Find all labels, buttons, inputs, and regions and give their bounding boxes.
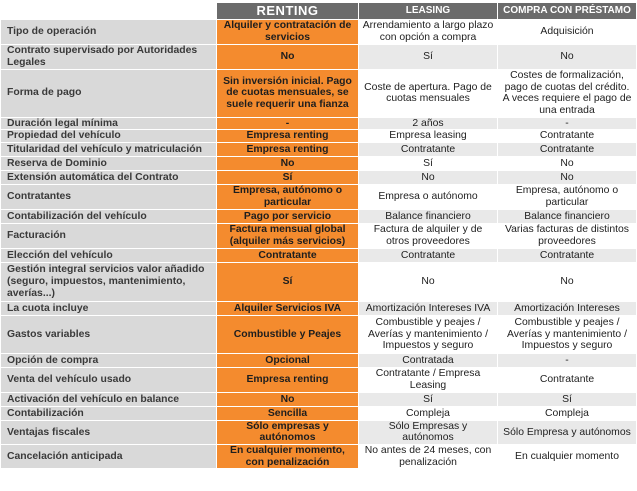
table-row bbox=[1, 353, 637, 367]
renting-cell: Empresa renting bbox=[217, 367, 359, 392]
renting-cell: Opcional bbox=[217, 353, 359, 367]
leasing-cell: Arrendamiento a largo plazo con opción a compra bbox=[359, 20, 498, 45]
header-renting: RENTING bbox=[217, 3, 359, 20]
compra-cell: Contratante bbox=[498, 142, 637, 156]
table-row bbox=[1, 209, 637, 223]
table-row bbox=[1, 301, 637, 315]
compra-cell: Combustible y peajes / Averías y mantenimiento / Impuestos y seguro bbox=[498, 315, 637, 353]
row-label: Contabilización del vehículo bbox=[1, 209, 217, 223]
table-row bbox=[1, 248, 637, 262]
row-label: Activación del vehículo en balance bbox=[1, 392, 217, 406]
leasing-cell: Factura de alquiler y de otros proveedores bbox=[359, 223, 498, 248]
table-row bbox=[1, 420, 637, 444]
table-row bbox=[1, 117, 637, 130]
header-row bbox=[1, 3, 637, 20]
table-row bbox=[1, 184, 637, 209]
renting-cell: Factura mensual global (alquiler más servicios) bbox=[217, 223, 359, 248]
compra-cell: Balance financiero bbox=[498, 209, 637, 223]
renting-cell: Empresa renting bbox=[217, 142, 359, 156]
compra-cell: Costes de formalización, pago de cuotas del crédito. A veces requiere el pago de una entrada bbox=[498, 70, 637, 118]
compra-cell: No bbox=[498, 45, 637, 70]
row-label: Venta del vehículo usado bbox=[1, 367, 217, 392]
renting-cell: Alquiler Servicios IVA bbox=[217, 301, 359, 315]
row-label: Elección del vehículo bbox=[1, 248, 217, 262]
row-label: Extensión automática del Contrato bbox=[1, 170, 217, 184]
row-label: Ventajas fiscales bbox=[1, 420, 217, 444]
leasing-cell: Sí bbox=[359, 45, 498, 70]
renting-cell: No bbox=[217, 45, 359, 70]
renting-cell: Contratante bbox=[217, 248, 359, 262]
leasing-cell: No bbox=[359, 170, 498, 184]
table-row bbox=[1, 315, 637, 353]
leasing-cell: Contratante bbox=[359, 248, 498, 262]
leasing-cell: Contratada bbox=[359, 353, 498, 367]
table-row bbox=[1, 142, 637, 156]
compra-cell: No bbox=[498, 170, 637, 184]
leasing-cell: Combustible y peajes / Averías y mantenimiento / Impuestos y seguro bbox=[359, 315, 498, 353]
compra-cell: - bbox=[498, 353, 637, 367]
leasing-cell: No bbox=[359, 262, 498, 301]
compra-cell: Adquisición bbox=[498, 20, 637, 45]
row-label: Cancelación anticipada bbox=[1, 445, 217, 469]
renting-cell: Alquiler y contratación de servicios bbox=[217, 20, 359, 45]
renting-cell: Empresa, autónomo o particular bbox=[217, 184, 359, 209]
leasing-cell: Contratante bbox=[359, 142, 498, 156]
compra-cell: Amortización Intereses bbox=[498, 301, 637, 315]
header-leasing: LEASING bbox=[359, 3, 498, 20]
compra-cell: Empresa, autónomo o particular bbox=[498, 184, 637, 209]
leasing-cell: Empresa leasing bbox=[359, 130, 498, 143]
table-body bbox=[1, 20, 637, 469]
row-label: Reserva de Dominio bbox=[1, 156, 217, 170]
compra-cell: No bbox=[498, 156, 637, 170]
row-label: Gestión integral servicios valor añadido (seguro, impuestos, mantenimiento, averías...) bbox=[1, 262, 217, 301]
table-row bbox=[1, 45, 637, 70]
row-label: Tipo de operación bbox=[1, 20, 217, 45]
renting-cell: No bbox=[217, 156, 359, 170]
compra-cell: En cualquier momento bbox=[498, 445, 637, 469]
table-row bbox=[1, 20, 637, 45]
leasing-cell: Sí bbox=[359, 392, 498, 406]
table-row bbox=[1, 170, 637, 184]
renting-cell: Pago por servicio bbox=[217, 209, 359, 223]
row-label: Propiedad del vehículo bbox=[1, 130, 217, 143]
leasing-cell: 2 años bbox=[359, 117, 498, 130]
renting-cell: En cualquier momento, con penalización bbox=[217, 445, 359, 469]
row-label: Facturación bbox=[1, 223, 217, 248]
row-label: Titularidad del vehículo y matriculación bbox=[1, 142, 217, 156]
renting-cell: Sí bbox=[217, 262, 359, 301]
renting-cell: Sólo empresas y autónomos bbox=[217, 420, 359, 444]
compra-cell: Contratante bbox=[498, 367, 637, 392]
row-label: Contrato supervisado por Autoridades Legales bbox=[1, 45, 217, 70]
table-row bbox=[1, 130, 637, 143]
table-header bbox=[1, 3, 637, 20]
leasing-cell: Coste de apertura. Pago de cuotas mensuales bbox=[359, 70, 498, 118]
row-label: Duración legal mínima bbox=[1, 117, 217, 130]
row-label: Gastos variables bbox=[1, 315, 217, 353]
table-row bbox=[1, 445, 637, 469]
leasing-cell: Contratante / Empresa Leasing bbox=[359, 367, 498, 392]
row-label: Contabilización bbox=[1, 406, 217, 420]
leasing-cell: Sólo Empresas y autónomos bbox=[359, 420, 498, 444]
compra-cell: - bbox=[498, 117, 637, 130]
renting-cell: Sencilla bbox=[217, 406, 359, 420]
table-row bbox=[1, 70, 637, 118]
compra-cell: No bbox=[498, 262, 637, 301]
compra-cell: Contratante bbox=[498, 248, 637, 262]
compra-cell: Compleja bbox=[498, 406, 637, 420]
table-row bbox=[1, 262, 637, 301]
table-row bbox=[1, 392, 637, 406]
renting-cell: Sí bbox=[217, 170, 359, 184]
row-label: La cuota incluye bbox=[1, 301, 217, 315]
leasing-cell: Compleja bbox=[359, 406, 498, 420]
leasing-cell: Balance financiero bbox=[359, 209, 498, 223]
header-corner bbox=[1, 3, 217, 20]
compra-cell: Sí bbox=[498, 392, 637, 406]
row-label: Forma de pago bbox=[1, 70, 217, 118]
renting-cell: No bbox=[217, 392, 359, 406]
renting-cell: Empresa renting bbox=[217, 130, 359, 143]
compra-cell: Contratante bbox=[498, 130, 637, 143]
compra-cell: Sólo Empresa y autónomos bbox=[498, 420, 637, 444]
leasing-cell: No antes de 24 meses, con penalización bbox=[359, 445, 498, 469]
table-row bbox=[1, 156, 637, 170]
header-compra: COMPRA CON PRÉSTAMO bbox=[498, 3, 637, 20]
row-label: Contratantes bbox=[1, 184, 217, 209]
comparison-table bbox=[0, 2, 637, 469]
table-row bbox=[1, 406, 637, 420]
leasing-cell: Empresa o autónomo bbox=[359, 184, 498, 209]
renting-cell: - bbox=[217, 117, 359, 130]
compra-cell: Varias facturas de distintos proveedores bbox=[498, 223, 637, 248]
row-label: Opción de compra bbox=[1, 353, 217, 367]
renting-cell: Combustible y Peajes bbox=[217, 315, 359, 353]
renting-cell: Sin inversión inicial. Pago de cuotas mensuales, se suele requerir una fianza bbox=[217, 70, 359, 118]
table-row bbox=[1, 367, 637, 392]
leasing-cell: Amortización Intereses IVA bbox=[359, 301, 498, 315]
leasing-cell: Sí bbox=[359, 156, 498, 170]
table-row bbox=[1, 223, 637, 248]
